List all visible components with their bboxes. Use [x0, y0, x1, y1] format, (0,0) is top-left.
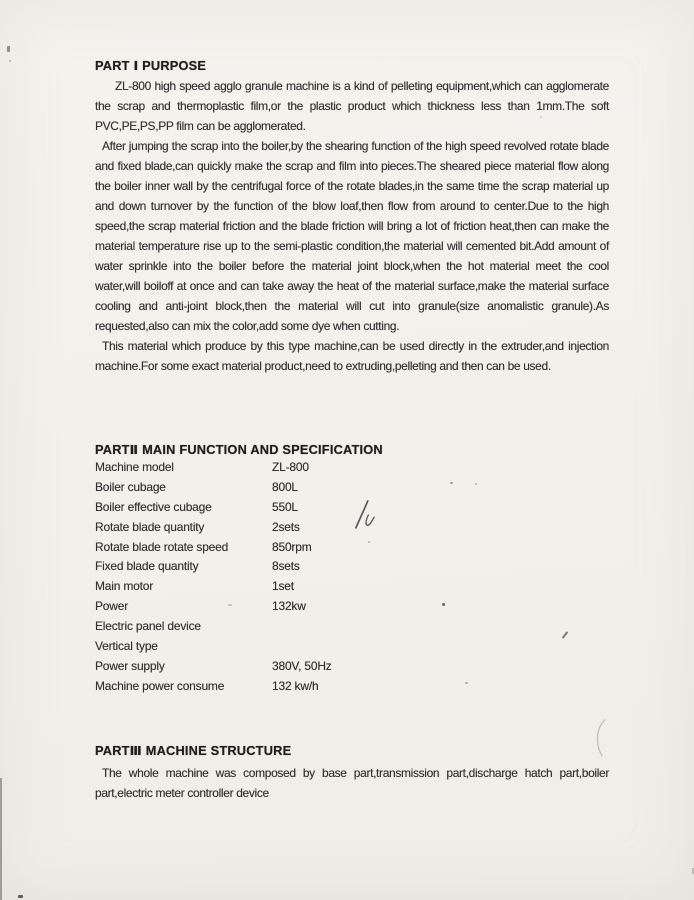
- specification-table: [95, 460, 609, 699]
- spec-label: Fixed blade quantity: [95, 559, 199, 574]
- scan-edge-strip: [0, 778, 2, 900]
- spec-label: Machine power consume: [95, 678, 225, 693]
- spec-label: Machine model: [95, 460, 174, 474]
- section-part1: [95, 56, 609, 376]
- part2-heading: PARTⅡ MAIN FUNCTION AND SPECIFICATION: [95, 442, 383, 457]
- spec-row-fixed-blade-quantity: [95, 559, 609, 579]
- spec-row-main-motor: [95, 579, 609, 599]
- spec-row-power: [95, 599, 609, 619]
- spec-value: 800L: [272, 479, 298, 494]
- scan-speck: [9, 60, 11, 62]
- spec-label: Vertical type: [95, 639, 158, 654]
- spec-label: Power supply: [95, 658, 165, 673]
- part1-paragraph-2: After jumping the scrap into the boiler,by the shearing function of the high speed revolved rotate blade and fixed blade,can quickly make the scrap and film into pieces.The sheared piece material flow along the boiler inner wall by the centrifugal force of the rotate blades,in the same time the scrap material up and down turnover by the function of the blow loaf,then flow from around to center.Due to the high speed,the scrap material friction and the blade friction will bring a lot of friction heat,then can make the material temperature rise up to the semi-plastic condition,the material will cemented bit.Add amount of water sprinkle into the boiler before the material joint block,when the hot material meet the cool water,will boiloff at once and can take away the heat of the material surface,make the material surface cooling and anti-joint block,then the material will cut into granule(size anomalistic granule).As requested,also can mix the color,add some dye when cutting.: [95, 139, 609, 333]
- spec-label: Boiler effective cubage: [95, 499, 212, 514]
- spec-value: 132kw: [272, 599, 306, 614]
- scan-curve-artifact: [592, 718, 608, 758]
- part1-paragraph-1: ZL-800 high speed agglo granule machine is a kind of pelleting equipment,which can agglomerate the scrap and thermoplastic film,or the plastic product which thickness less than 1mm.The soft PVC,PE,PS,PP film can be agglomerated.: [95, 79, 609, 133]
- part3-paragraph: The whole machine was composed by base part,transmission part,discharge hatch part,boiler part,electric meter controller device: [95, 766, 609, 800]
- section-part2: [95, 440, 609, 699]
- spec-label: Boiler cubage: [95, 479, 166, 494]
- spec-label: Electric panel device: [95, 619, 201, 634]
- spec-value: 132 kw/h: [272, 678, 319, 693]
- part1-paragraph-3: This material which produce by this type machine,can be used directly in the extruder,and injection machine.For some exact material product,need to extruding,pelleting and then can be used.: [95, 339, 609, 373]
- spec-row-machine-power-consume: [95, 679, 609, 699]
- spec-value: 550L: [272, 499, 298, 514]
- spec-row-boiler-cubage: [95, 480, 609, 500]
- spec-row-machine-model: [95, 460, 609, 480]
- part1-heading: PART Ⅰ PURPOSE: [95, 58, 207, 73]
- scan-speck: [18, 895, 23, 898]
- scan-speck: [7, 46, 10, 52]
- spec-label: Rotate blade rotate speed: [95, 539, 229, 554]
- spec-row-rotate-blade-speed: [95, 540, 609, 560]
- section-part3: [95, 741, 609, 803]
- spec-value: 2sets: [272, 519, 300, 534]
- spec-label: Main motor: [95, 579, 154, 594]
- spec-row-power-supply: [95, 659, 609, 679]
- spec-row-vertical-type: [95, 639, 609, 659]
- spec-value: 850rpm: [272, 539, 312, 554]
- pen-scribble-mark: [350, 498, 384, 539]
- spec-row-electric-panel-device: [95, 619, 609, 639]
- spec-value: 380V, 50Hz: [272, 658, 332, 673]
- part3-heading: PARTⅢ MACHINE STRUCTURE: [95, 743, 292, 758]
- spec-value: 8sets: [272, 559, 300, 574]
- spec-label: Power: [95, 599, 129, 614]
- spec-label: Rotate blade quantity: [95, 519, 205, 534]
- spec-value: ZL-800: [272, 460, 309, 474]
- spec-value: 1set: [272, 579, 294, 594]
